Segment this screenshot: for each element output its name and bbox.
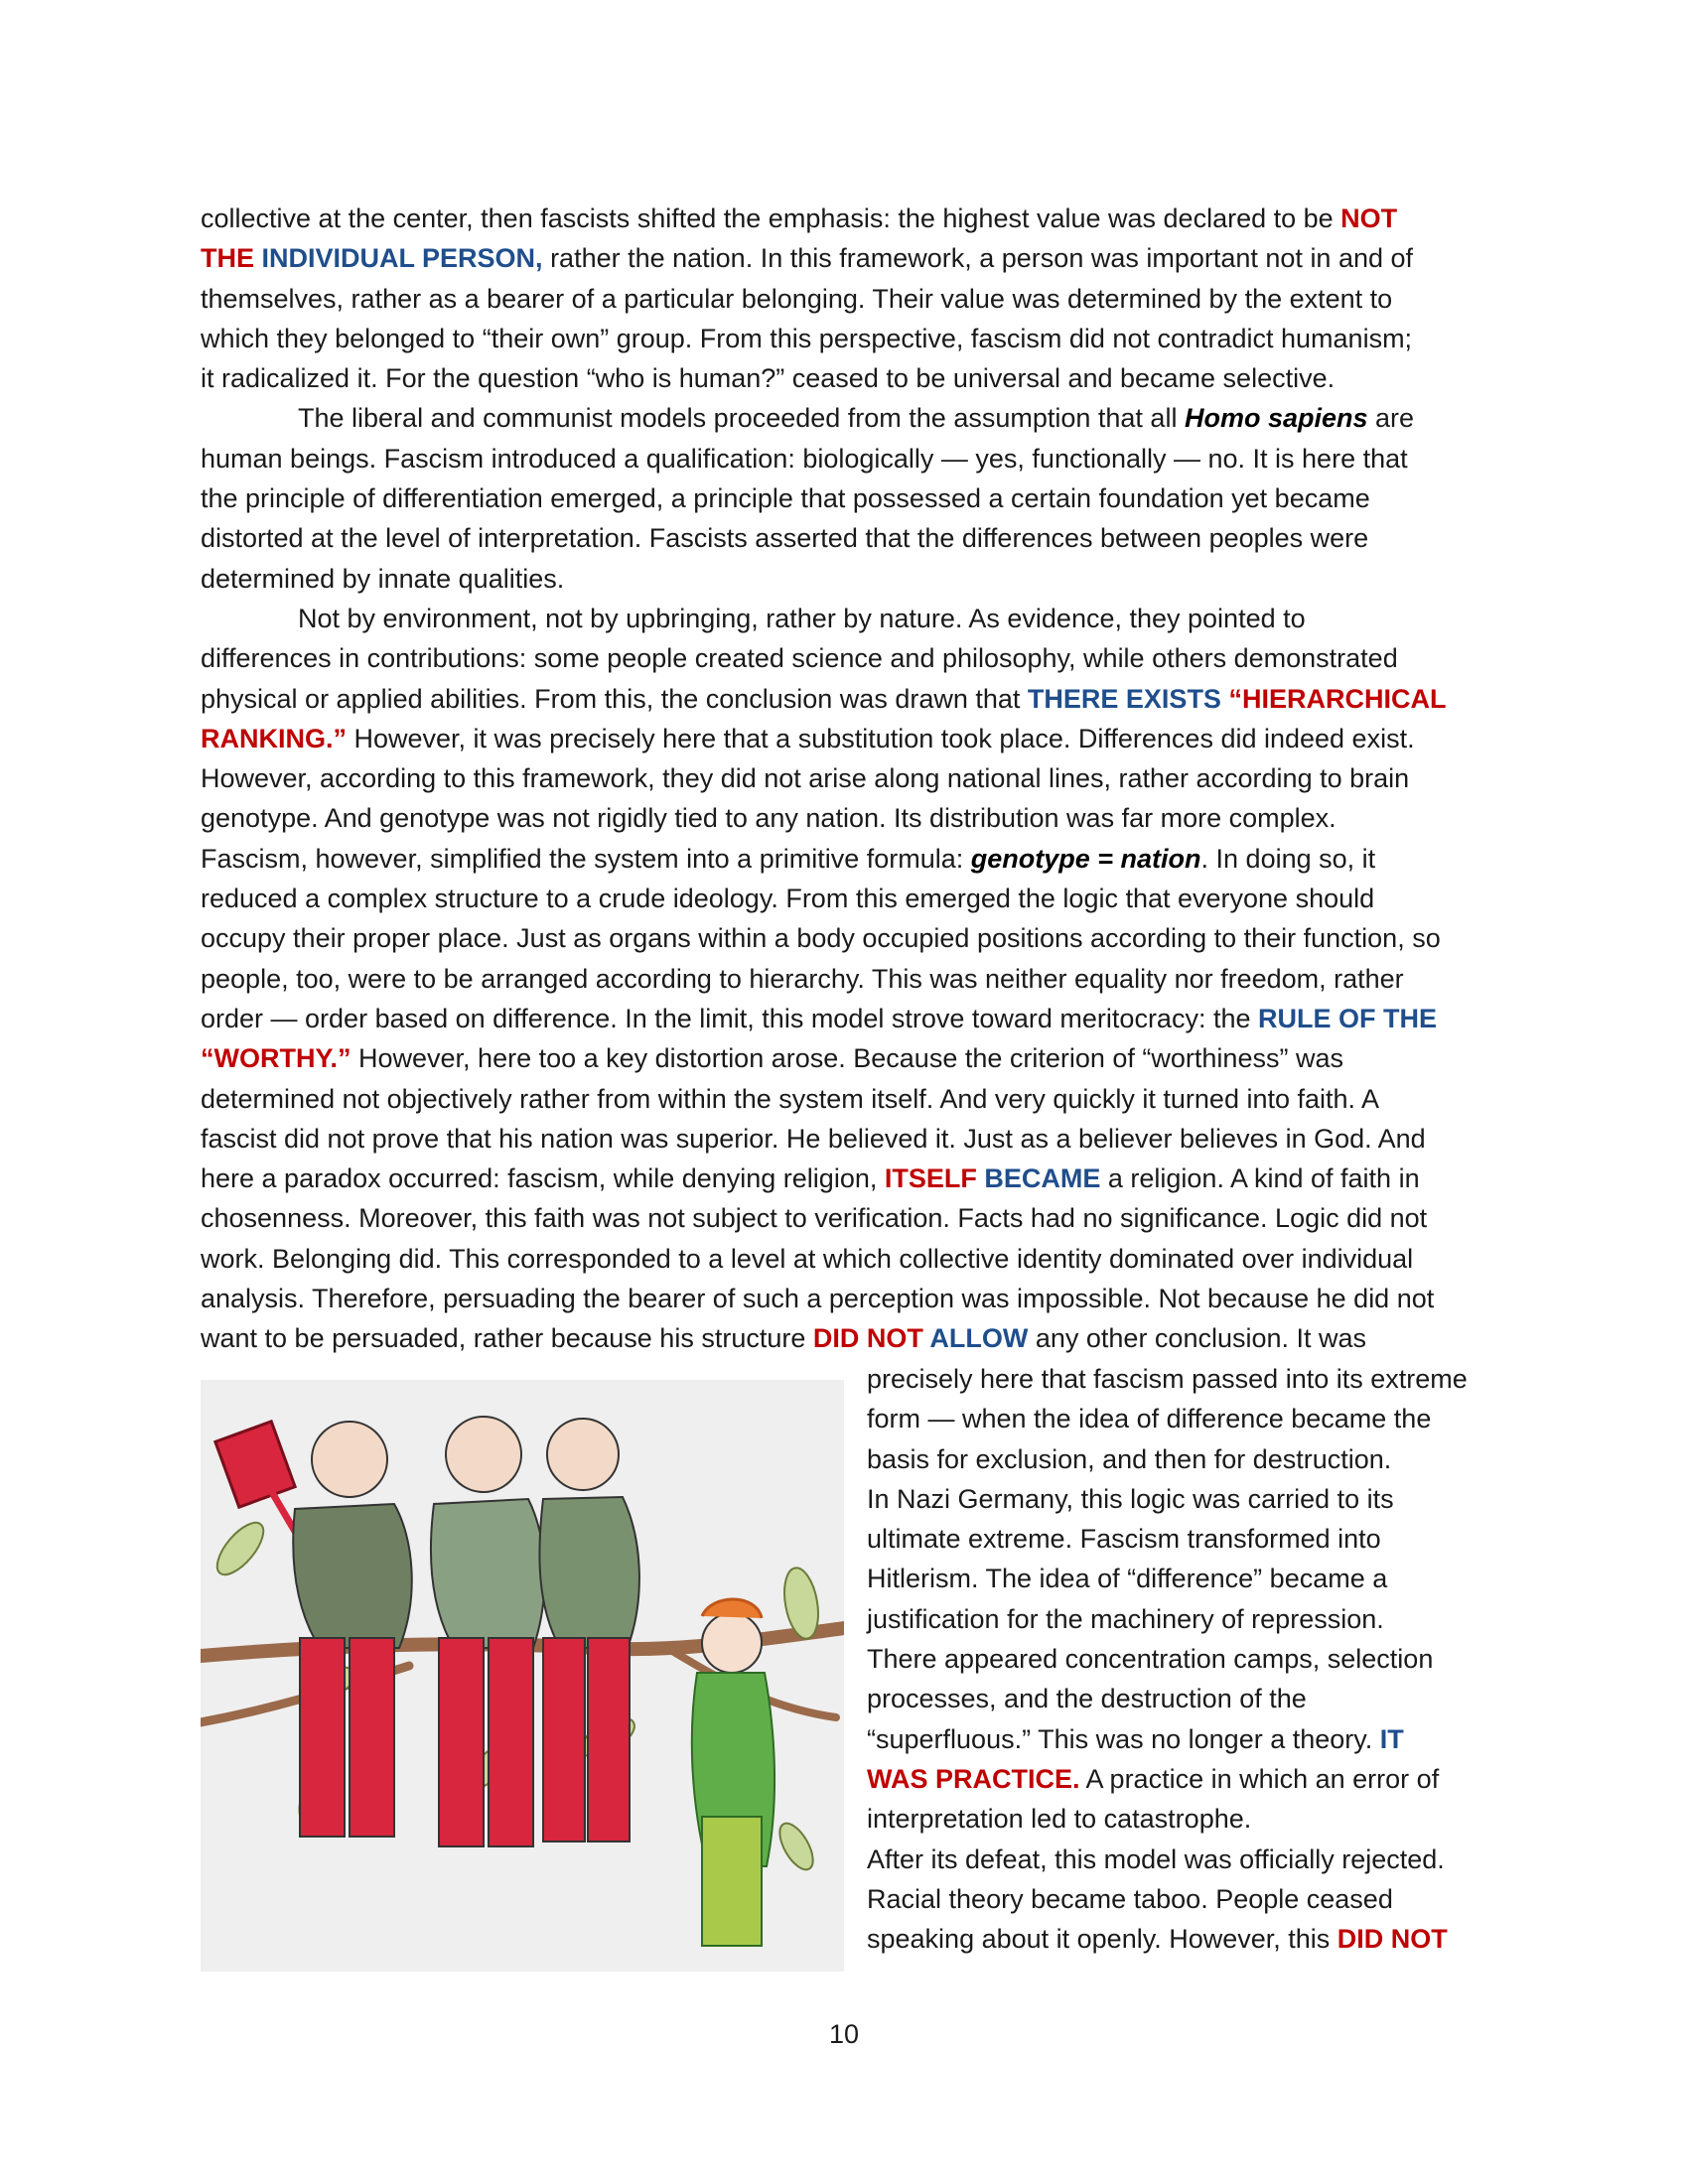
text-line [201, 358, 1491, 398]
text-line [201, 1198, 1491, 1238]
emphasis-run: INDIVIDUAL PERSON, [261, 243, 543, 274]
text-run: A practice in which an error of [1079, 1763, 1440, 1794]
text-line [867, 1519, 1502, 1559]
text-line [201, 1038, 1491, 1078]
emphasis-run: ALLOW [929, 1323, 1029, 1354]
text-run: differences in contributions: some people created science and philosophy, while others demonstrated [201, 643, 1398, 674]
emphasis-run: IT [1379, 1723, 1404, 1754]
side-text [867, 1359, 1502, 1959]
emphasis-run: Homo sapiens [1184, 403, 1368, 434]
body-text [201, 199, 1491, 1359]
text-run: chosenness. Moreover, this faith was not subject to verification. Facts had no significance. Logic did not [201, 1203, 1428, 1234]
text-line [201, 918, 1491, 958]
text-run: After its defeat, this model was officially rejected. [867, 1843, 1445, 1874]
text-run: it radicalized it. For the question “who is human?” ceased to be universal and became selective. [201, 363, 1336, 394]
emphasis-run: THE [201, 243, 262, 274]
text-run: There appeared concentration camps, selection [867, 1644, 1434, 1675]
text-line [201, 999, 1491, 1038]
text-line [867, 1759, 1502, 1799]
text-run: people, too, were to be arranged according to hierarchy. This was neither equality nor freedom, rather [201, 963, 1404, 994]
text-line [201, 1279, 1491, 1318]
text-run: basis for exclusion, and then for destruction. [867, 1443, 1392, 1474]
text-run: themselves, rather as a bearer of a particular belonging. Their value was determined by the extent to [201, 283, 1393, 314]
text-run: . In doing so, it [1200, 843, 1376, 874]
text-line [201, 638, 1491, 678]
emphasis-run: DID NOT [812, 1323, 930, 1354]
text-line [201, 879, 1491, 918]
emphasis-run: genotype = nation [970, 843, 1201, 874]
text-run: analysis. Therefore, persuading the bearer of such a perception was impossible. Not because he did not [201, 1284, 1435, 1314]
text-run: reduced a complex structure to a crude ideology. From this emerged the logic that everyone should [201, 884, 1375, 914]
text-run: rather the nation. In this framework, a person was important not in and of [542, 243, 1414, 274]
text-run: Not by environment, not by upbringing, rather by nature. As evidence, they pointed to [298, 603, 1306, 633]
text-line [201, 1239, 1491, 1279]
text-run: ultimate extreme. Fascism transformed into [867, 1524, 1381, 1555]
text-line [867, 1719, 1502, 1759]
text-run: Fascism, however, simplified the system into a primitive formula: [201, 843, 971, 874]
text-line [201, 518, 1491, 558]
text-line [867, 1439, 1502, 1479]
text-run: determined by innate qualities. [201, 563, 565, 594]
text-line [201, 679, 1491, 719]
text-run: Racial theory became taboo. People ceased [867, 1883, 1393, 1914]
text-line [201, 758, 1491, 798]
text-line [867, 1559, 1502, 1598]
page-number: 10 [828, 2019, 860, 2049]
text-run: The liberal and communist models proceeded from the assumption that all [298, 403, 1185, 434]
text-line [867, 1879, 1502, 1919]
emphasis-run: “HIERARCHICAL [1228, 683, 1447, 714]
text-run: work. Belonging did. This corresponded to a level at which collective identity dominated over individual [201, 1243, 1414, 1274]
text-run: In Nazi Germany, this logic was carried to its [867, 1483, 1394, 1514]
text-run: physical or applied abilities. From this, the conclusion was drawn that [201, 683, 1028, 714]
text-run: interpretation led to catastrophe. [867, 1804, 1252, 1835]
text-run: However, according to this framework, they did not arise along national lines, rather according to brain [201, 763, 1410, 794]
text-run: processes, and the destruction of the [867, 1684, 1307, 1714]
text-line [201, 959, 1491, 999]
text-line [201, 199, 1491, 238]
text-run: “superfluous.” This was no longer a theory. [867, 1723, 1380, 1754]
text-line [867, 1919, 1502, 1959]
text-line [201, 559, 1491, 599]
text-line [201, 599, 1491, 638]
text-line [867, 1679, 1502, 1718]
text-run: precisely here that fascism passed into its extreme [867, 1364, 1468, 1394]
text-line [867, 1359, 1502, 1399]
emphasis-run: DID NOT [1336, 1924, 1448, 1955]
emphasis-run: “WORTHY.” [201, 1043, 352, 1074]
text-line [201, 238, 1491, 278]
text-run: However, it was precisely here that a substitution took place. Differences did indeed exist. [347, 723, 1415, 753]
emphasis-run: THERE EXISTS [1027, 683, 1229, 714]
text-run: form — when the idea of difference became the [867, 1404, 1432, 1434]
text-line [201, 1318, 1491, 1358]
text-line [201, 839, 1491, 879]
text-line [867, 1639, 1502, 1679]
emphasis-run: NOT [1340, 204, 1398, 233]
text-run: genotype. And genotype was not rigidly tied to any nation. Its distribution was far more complex. [201, 803, 1336, 834]
text-run: which they belonged to “their own” group. From this perspective, fascism did not contradict humanism; [201, 323, 1413, 353]
text-run: distorted at the level of interpretation. Fascists asserted that the differences between peoples were [201, 523, 1369, 554]
text-line [201, 1079, 1491, 1119]
emphasis-run: RANKING.” [201, 723, 347, 753]
text-run: here a paradox occurred: fascism, while denying religion, [201, 1163, 885, 1194]
text-run: Hitlerism. The idea of “difference” became a [867, 1564, 1388, 1594]
text-line [201, 1119, 1491, 1159]
text-line [867, 1399, 1502, 1438]
emphasis-run: BECAME [984, 1163, 1101, 1194]
text-run: human beings. Fascism introduced a qualification: biologically — yes, functionally — no. It is here that [201, 443, 1408, 474]
text-run: want to be persuaded, rather because his structure [201, 1323, 813, 1354]
text-run: the principle of differentiation emerged, a principle that possessed a certain foundation yet became [201, 483, 1370, 514]
text-run: collective at the center, then fascists shifted the emphasis: the highest value was declared to be [201, 204, 1341, 233]
text-line [201, 439, 1491, 478]
emphasis-run: RULE OF THE [1257, 1003, 1437, 1033]
emphasis-run: WAS PRACTICE. [867, 1763, 1080, 1794]
text-line [201, 798, 1491, 838]
text-run: fascist did not prove that his nation was superior. He believed it. Just as a believer believes in God. And [201, 1123, 1426, 1154]
text-run: However, here too a key distortion arose. Because the criterion of “worthiness” was [351, 1043, 1343, 1074]
text-run: determined not objectively rather from within the system itself. And very quickly it turned into faith. A [201, 1083, 1380, 1114]
text-line [867, 1799, 1502, 1839]
text-run: occupy their proper place. Just as organs within a body occupied positions according to their function, so [201, 923, 1441, 954]
text-line [867, 1599, 1502, 1639]
text-run: a religion. A kind of faith in [1100, 1163, 1420, 1194]
text-run: justification for the machinery of repression. [867, 1603, 1384, 1634]
text-line [201, 478, 1491, 518]
text-run: are [1367, 403, 1415, 434]
emphasis-run: ITSELF [884, 1163, 985, 1194]
text-run: speaking about it openly. However, this [867, 1924, 1337, 1955]
illustration [201, 1380, 844, 1972]
text-line [201, 279, 1491, 319]
text-line [201, 319, 1491, 358]
text-run: order — order based on difference. In the limit, this model strove toward meritocracy: the [201, 1003, 1258, 1033]
text-line [201, 1159, 1491, 1198]
text-line [867, 1479, 1502, 1519]
text-line [867, 1840, 1502, 1879]
text-run: any other conclusion. It was [1028, 1323, 1367, 1354]
illustration-drawing [201, 1380, 844, 1972]
text-line [201, 398, 1491, 438]
text-line [201, 719, 1491, 758]
